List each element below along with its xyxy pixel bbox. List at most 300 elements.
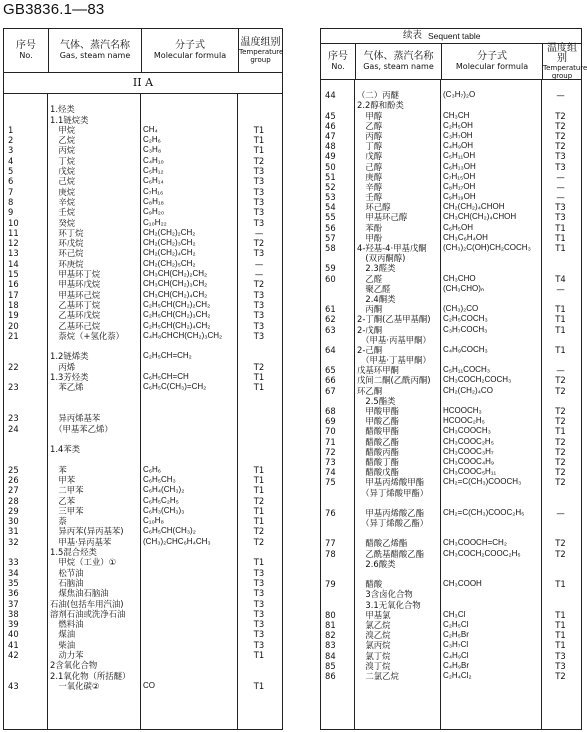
row-formula: C₄H₉Cl xyxy=(443,650,469,660)
row-temperature-group: T1 xyxy=(253,650,265,661)
table-row xyxy=(321,630,581,640)
row-formula: CO xyxy=(143,680,155,690)
row-number: 79 xyxy=(325,579,336,590)
row-temperature-group: T1 xyxy=(253,680,265,691)
table-row xyxy=(4,496,282,506)
table-row xyxy=(321,223,581,233)
row-formula xyxy=(140,413,237,423)
row-formula xyxy=(140,588,237,598)
row-name: 柴油 xyxy=(50,639,76,650)
row-temperature-group xyxy=(541,569,580,579)
table-row xyxy=(321,396,581,406)
row-formula: CH₃COOH xyxy=(443,579,482,589)
table-row xyxy=(321,80,581,90)
row-formula: C₆H₅CH₃ xyxy=(143,474,176,484)
row-formula: C₂H₅CH(CH₂)₄CH₂ xyxy=(143,320,211,330)
row-name: 环己醇 xyxy=(357,202,391,213)
row-temperature-group: T3 xyxy=(253,639,265,650)
row-name: 乙基环戊烷 xyxy=(50,310,101,321)
row-temperature-group: T2 xyxy=(555,375,566,386)
row-formula: C₂H₅Cl xyxy=(443,619,469,629)
row-temperature-group: T3 xyxy=(555,202,566,213)
row-number: 80 xyxy=(325,609,336,620)
table-row xyxy=(4,238,282,248)
row-formula: C₃H₇Cl xyxy=(443,640,469,650)
row-number: 83 xyxy=(325,640,336,651)
row-name xyxy=(47,393,140,403)
row-number: 66 xyxy=(325,375,336,386)
row-temperature-group: T1 xyxy=(555,344,566,355)
row-formula: CH₃COOC₂H₅ xyxy=(443,436,494,446)
row-name: 丁烷 xyxy=(50,155,76,166)
row-temperature-group: T2 xyxy=(253,279,265,290)
row-temperature-group: T3 xyxy=(253,176,265,187)
row-formula: CH₃COCH₂COOC₂H₅ xyxy=(443,548,521,558)
table-row xyxy=(4,135,282,145)
table-row xyxy=(321,528,581,538)
row-number: 74 xyxy=(325,467,336,478)
row-name: 2-戊酮 xyxy=(357,324,383,335)
row-temperature-group xyxy=(237,341,281,351)
row-temperature-group: T3 xyxy=(253,598,265,609)
table-row xyxy=(321,651,581,661)
header-formula xyxy=(141,29,238,72)
row-number: 82 xyxy=(325,630,336,641)
row-formula xyxy=(140,341,237,351)
row-name: 丙酮 xyxy=(357,304,383,315)
row-name xyxy=(47,341,140,351)
row-number: 18 xyxy=(8,299,19,310)
table-row xyxy=(4,331,282,341)
table-row xyxy=(4,640,282,650)
row-temperature-group: T1 xyxy=(555,609,566,620)
table-row xyxy=(321,314,581,324)
row-name: 煤焦油石脑油 xyxy=(50,588,109,599)
row-formula: CH₃CH(CH₂)₄CHOH xyxy=(443,212,517,222)
row-formula: C₇H₁₅OH xyxy=(443,171,476,181)
header-group xyxy=(542,42,587,80)
row-formula: CH₃CH(CH₂)₃CH₂ xyxy=(143,279,208,289)
row-formula: CH₂(CH₂)₄CH₂ xyxy=(143,248,196,258)
row-number xyxy=(4,403,47,413)
header-name-en: Gas, steam name xyxy=(59,50,131,60)
row-number: 24 xyxy=(8,423,19,434)
row-number: 35 xyxy=(8,577,19,588)
row-name: 溶剂石油或洗净石油 xyxy=(50,608,126,619)
row-formula xyxy=(140,640,237,650)
row-temperature-group xyxy=(237,104,281,114)
row-temperature-group: T4 xyxy=(555,273,566,284)
table-row xyxy=(4,537,282,547)
row-name xyxy=(354,498,440,508)
table-row xyxy=(321,610,581,620)
row-number xyxy=(4,444,47,454)
row-formula: CH₂=C(CH₃)COOC₂H₅ xyxy=(443,507,525,517)
row-temperature-group: T2 xyxy=(555,416,566,427)
row-formula: CH₃COOC₄H₉ xyxy=(443,456,495,466)
row-name: 醋酸乙酯 xyxy=(357,436,399,447)
row-temperature-group: T2 xyxy=(555,120,566,131)
table-row xyxy=(321,284,581,294)
row-number xyxy=(321,355,354,365)
row-number: 47 xyxy=(325,130,336,141)
row-number xyxy=(321,294,354,304)
row-formula: C₆H₁₄ xyxy=(143,176,164,186)
table-row xyxy=(4,588,282,598)
table-row xyxy=(4,321,282,331)
table-row xyxy=(4,526,282,536)
row-temperature-group: T2 xyxy=(555,456,566,467)
row-formula xyxy=(140,362,237,372)
row-name: 甲基环己醇 xyxy=(357,212,408,223)
row-temperature-group: — xyxy=(556,283,565,294)
row-number xyxy=(321,253,354,263)
row-temperature-group xyxy=(237,115,281,125)
header-no-en: No. xyxy=(331,61,345,71)
row-formula: C₄H₁₀ xyxy=(143,155,164,165)
table-row xyxy=(321,549,581,559)
row-formula: CH₃CH xyxy=(443,110,470,120)
row-formula: C₇H₁₆ xyxy=(143,186,164,196)
row-temperature-group: T3 xyxy=(253,166,265,177)
header-no xyxy=(4,29,48,72)
row-name: 醋酸甲酯 xyxy=(357,426,399,437)
table-row xyxy=(321,620,581,630)
row-name: 丙醇 xyxy=(357,130,383,141)
row-name: 2.6酸类 xyxy=(357,558,396,569)
table-row xyxy=(4,166,282,176)
row-number: 12 xyxy=(8,238,19,249)
table-row xyxy=(4,424,282,434)
row-formula: CH₃COOCH₃ xyxy=(443,426,491,436)
table-row xyxy=(4,362,282,372)
row-number: 45 xyxy=(325,110,336,121)
table-row xyxy=(4,681,282,691)
row-temperature-group: — xyxy=(556,90,565,101)
table-row xyxy=(321,111,581,121)
row-name: (双丙酮醇) xyxy=(357,253,406,264)
row-name: 聚乙醛 xyxy=(357,283,391,294)
row-name: 氯丙烷 xyxy=(357,640,391,651)
row-number: 75 xyxy=(325,477,336,488)
table-row xyxy=(4,485,282,495)
row-name: 1.烃类 xyxy=(50,104,75,115)
row-temperature-group: — xyxy=(254,227,264,238)
row-name: 氯乙烷 xyxy=(357,619,391,630)
row-formula: C₆H₅CH(CH₃)₂ xyxy=(143,526,196,536)
row-temperature-group: T3 xyxy=(555,660,566,671)
table-row xyxy=(4,310,282,320)
row-formula xyxy=(140,403,237,413)
row-temperature-group: T3 xyxy=(555,650,566,661)
row-formula: C₅H₁₁OH xyxy=(443,151,476,161)
table-row xyxy=(321,488,581,498)
row-number: 55 xyxy=(325,212,336,223)
row-name: 燃料油 xyxy=(50,619,84,630)
row-number: 60 xyxy=(325,273,336,284)
row-formula: C₆H₆ xyxy=(143,464,162,474)
row-number: 61 xyxy=(325,304,336,315)
row-temperature-group xyxy=(541,559,580,569)
row-temperature-group: T1 xyxy=(253,372,265,383)
table-row xyxy=(321,498,581,508)
row-temperature-group: T2 xyxy=(555,467,566,478)
row-name: 庚醇 xyxy=(357,171,383,182)
row-name: 煤油 xyxy=(50,629,76,640)
table-row xyxy=(321,325,581,335)
row-number xyxy=(4,372,47,382)
row-number: 68 xyxy=(325,406,336,416)
row-formula: CH₃C₆H₄OH xyxy=(443,232,488,242)
row-number: 71 xyxy=(325,436,336,447)
row-temperature-group: T3 xyxy=(253,629,265,640)
row-name: 动力苯 xyxy=(50,650,84,661)
table-row xyxy=(321,386,581,396)
row-number xyxy=(4,351,47,361)
row-temperature-group: T2 xyxy=(253,536,265,547)
row-name: 溴丁烷 xyxy=(357,660,391,671)
row-number xyxy=(4,104,47,114)
row-formula xyxy=(440,253,541,263)
row-formula xyxy=(140,104,237,114)
header-formula-zh: 分子式 xyxy=(175,39,205,51)
row-formula xyxy=(440,263,541,273)
table-row xyxy=(4,454,282,464)
row-number xyxy=(4,393,47,403)
row-formula xyxy=(440,488,541,498)
left-table-body xyxy=(4,94,282,730)
header-name-en: Gas, steam name xyxy=(363,61,434,71)
row-name: 辛醇 xyxy=(357,181,383,192)
row-temperature-group xyxy=(237,351,281,361)
table-row xyxy=(321,263,581,273)
table-row xyxy=(4,341,282,351)
row-temperature-group xyxy=(541,589,580,599)
row-name: 乙醇 xyxy=(357,120,383,131)
row-number xyxy=(4,547,47,557)
table-row xyxy=(4,176,282,186)
row-formula xyxy=(140,629,237,639)
row-formula xyxy=(440,100,541,110)
row-temperature-group xyxy=(541,396,580,406)
row-temperature-group: T3 xyxy=(253,289,265,300)
row-formula xyxy=(440,569,541,579)
row-name xyxy=(47,94,140,104)
row-formula: C₂H₆ xyxy=(143,135,161,145)
header-name-zh: 气体、蒸汽名称 xyxy=(60,39,130,51)
table-row xyxy=(4,156,282,166)
row-formula: CH₂(CH₂)₄CO xyxy=(443,385,493,395)
row-name: 4-羟基-4·甲基戊酮 xyxy=(357,243,427,253)
row-formula: C₂H₅OH xyxy=(443,120,473,130)
row-name: 甲基环丁烷 xyxy=(50,269,101,280)
row-number: 4 xyxy=(8,155,14,166)
continuation-title-en: Sequent table xyxy=(428,31,481,41)
row-number: 31 xyxy=(8,526,19,537)
row-temperature-group: T1 xyxy=(555,640,566,651)
row-number xyxy=(321,100,354,110)
table-row xyxy=(321,589,581,599)
row-temperature-group: — xyxy=(254,269,264,280)
row-name: 乙基环丁烷 xyxy=(50,299,101,310)
row-temperature-group: T3 xyxy=(253,217,265,228)
header-no-en: No. xyxy=(19,50,33,60)
header-group-en: Temperature group xyxy=(543,63,587,80)
table-row xyxy=(4,269,282,279)
row-temperature-group xyxy=(237,94,281,104)
table-row xyxy=(321,365,581,375)
row-temperature-group: T2 xyxy=(253,495,265,506)
row-temperature-group: T3 xyxy=(253,320,265,331)
row-formula: C₄H₉COCH₃ xyxy=(443,344,488,354)
row-name xyxy=(47,454,140,464)
row-temperature-group: T1 xyxy=(253,485,265,496)
row-number: 15 xyxy=(8,269,19,280)
header-formula-zh: 分子式 xyxy=(477,50,507,62)
table-row xyxy=(4,207,282,217)
header-formula-en: Molecular formula xyxy=(153,50,227,60)
header-group-zh: 温度组别 xyxy=(240,36,281,48)
row-temperature-group: T1 xyxy=(253,382,265,393)
row-temperature-group xyxy=(237,393,281,403)
row-name: 2.1氧化物（所括醚） xyxy=(50,670,131,681)
row-temperature-group: T2 xyxy=(555,446,566,457)
row-number: 39 xyxy=(8,619,19,630)
row-formula xyxy=(140,393,237,403)
row-number: 43 xyxy=(8,680,19,691)
row-number: 86 xyxy=(325,670,336,681)
row-formula xyxy=(440,498,541,508)
row-temperature-group xyxy=(541,528,580,538)
table-row xyxy=(4,434,282,444)
row-number xyxy=(321,600,354,610)
row-formula: CH₂(CH₂)₂CH₂ xyxy=(143,227,196,237)
row-formula xyxy=(440,528,541,538)
row-number: 40 xyxy=(8,629,19,640)
row-name: 1.2链烯类 xyxy=(50,351,89,362)
table-row xyxy=(321,538,581,548)
row-name: 松节油 xyxy=(50,567,84,578)
table-row xyxy=(4,599,282,609)
row-temperature-group: T1 xyxy=(253,516,265,527)
row-name: 醋酸丁酯 xyxy=(357,456,399,467)
row-number: 57 xyxy=(325,232,336,243)
row-name: 庚烷 xyxy=(50,186,76,197)
row-number: 23 xyxy=(8,382,19,393)
section-title: II A xyxy=(4,73,282,94)
row-name: 甲基丙烯酸甲酯 xyxy=(357,477,424,488)
row-formula: C₂H₄Cl₂ xyxy=(443,670,472,680)
table-row xyxy=(321,569,581,579)
row-name: 3含卤化合物 xyxy=(357,589,413,600)
right-table-body xyxy=(321,80,581,730)
row-formula: C₆H₃(CH₃)₃ xyxy=(143,505,185,515)
row-temperature-group: T2 xyxy=(555,477,566,488)
row-name: 戊间二酮(乙酰丙酮) xyxy=(357,375,431,386)
row-temperature-group xyxy=(237,444,281,454)
row-name: 醋酸乙烯酯 xyxy=(357,538,408,549)
table-row xyxy=(4,115,282,125)
row-formula: CH₃Cl xyxy=(443,609,466,619)
row-number: 70 xyxy=(325,426,336,437)
row-name: 乙酰基醋酸乙酯 xyxy=(357,548,424,559)
row-temperature-group xyxy=(541,518,580,528)
row-name: 甲酸甲酯 xyxy=(357,406,399,416)
row-name: 丁醇 xyxy=(357,141,383,152)
row-number: 84 xyxy=(325,650,336,661)
row-name: 甲醇 xyxy=(357,110,383,121)
row-number: 27 xyxy=(8,485,19,496)
table-row xyxy=(4,671,282,681)
row-formula: HCOOCH₃ xyxy=(443,406,482,415)
row-formula: C₆H₄(CH₃)₂ xyxy=(143,485,185,495)
row-formula: C₃H₇OH xyxy=(443,130,473,140)
table-row xyxy=(321,579,581,589)
table-row xyxy=(321,294,581,304)
row-temperature-group: T2 xyxy=(253,238,265,249)
table-row xyxy=(4,629,282,639)
row-number xyxy=(4,454,47,464)
table-row xyxy=(321,233,581,243)
header-no-zh: 序号 xyxy=(328,50,348,62)
row-name: 一氧化碳② xyxy=(50,680,100,691)
row-formula: C₅H₁₁COCH₃ xyxy=(443,365,490,375)
row-temperature-group: T2 xyxy=(253,155,265,166)
table-row xyxy=(4,104,282,114)
header-name xyxy=(355,44,441,79)
row-number xyxy=(4,115,47,125)
table-row xyxy=(4,300,282,310)
table-row xyxy=(4,228,282,238)
row-number: 48 xyxy=(325,141,336,152)
row-temperature-group: T3 xyxy=(253,608,265,619)
row-formula: CH₂(CH₂)₄CHOH xyxy=(443,202,505,212)
row-formula: CH₃COOC₅H₁₁ xyxy=(443,467,497,477)
table-row xyxy=(321,375,581,385)
row-name: （异丁烯酸乙酯） xyxy=(357,518,429,529)
row-name: 壬烷 xyxy=(50,207,76,218)
row-temperature-group: — xyxy=(556,365,565,376)
row-number: 11 xyxy=(8,227,19,238)
row-formula: CH₂(CH₂)₃CH₂ xyxy=(143,238,196,248)
row-number: 25 xyxy=(8,464,19,475)
row-name: 戊醇 xyxy=(357,151,383,162)
row-name: 甲基环戊烷 xyxy=(50,279,101,290)
row-name: 甲苯 xyxy=(50,474,76,485)
row-name: 2-丁酮(乙基甲基酮) xyxy=(357,314,431,325)
table-row xyxy=(4,506,282,516)
row-name: （甲基·丙基甲酮） xyxy=(357,334,431,345)
row-temperature-group: T2 xyxy=(253,361,265,372)
row-formula xyxy=(140,94,237,104)
table-row xyxy=(4,259,282,269)
table-row xyxy=(4,248,282,258)
table-row xyxy=(4,403,282,413)
row-number xyxy=(4,671,47,681)
row-temperature-group: T3 xyxy=(253,299,265,310)
table-row xyxy=(321,345,581,355)
row-formula: C₂H₅CH(CH₂)₃CH₂ xyxy=(143,310,211,320)
row-temperature-group: T3 xyxy=(253,330,265,341)
table-row xyxy=(321,304,581,314)
header-group-zh: 温度组别 xyxy=(547,42,577,64)
row-temperature-group: T3 xyxy=(253,248,265,259)
row-name: 溴乙烷 xyxy=(357,630,391,641)
row-name: 环戊烷 xyxy=(50,238,84,249)
table-row xyxy=(321,335,581,345)
row-temperature-group: T2 xyxy=(555,385,566,396)
row-number: 20 xyxy=(8,320,19,331)
